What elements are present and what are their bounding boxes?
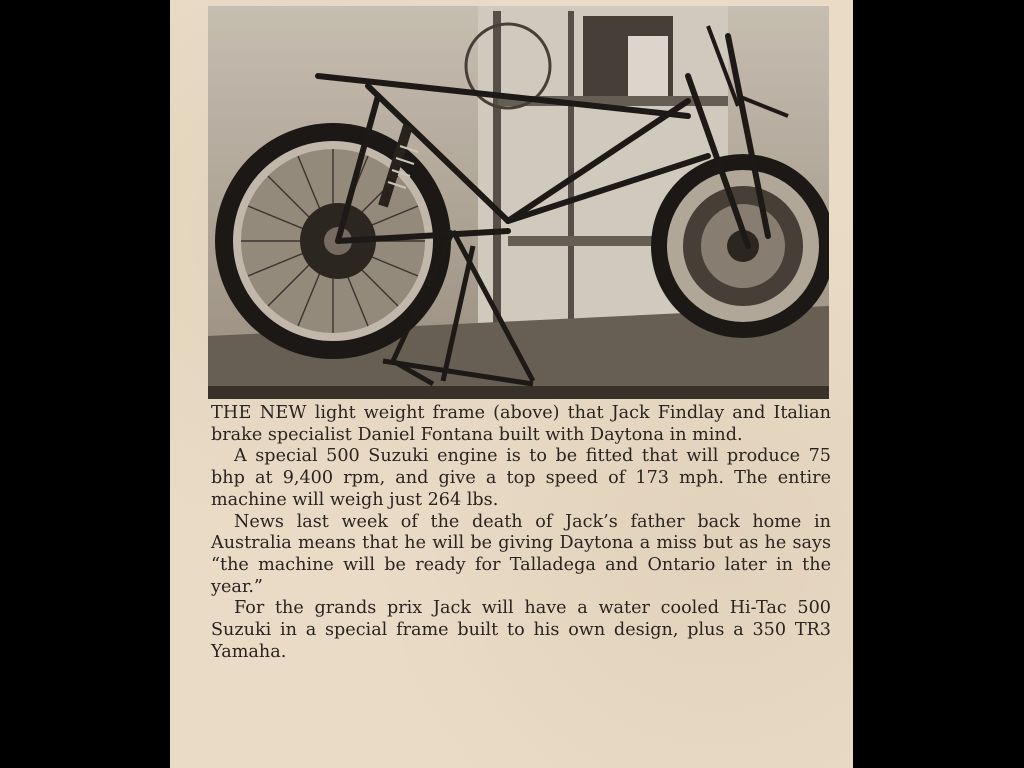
newspaper-clipping [170,0,853,768]
paragraph-engine: A special 500 Suzuki engine is to be fitted that will produce 75 bhp at 9,400 rpm, and give a top speed of 173 mph. The entire machine will weigh just 264 lbs. [211,446,831,510]
caption-paragraph [211,403,831,446]
motorcycle-frame-photo [208,6,829,399]
paragraph-grands-prix: For the grands prix Jack will have a water cooled Hi-Tac 500 Suzuki in a special frame built to his own design, plus a 350 TR3 Yamaha. [211,598,831,662]
article-text [211,403,831,663]
caption-body: light weight frame (above) that Jack Findlay and Italian brake specialist Daniel Fontana built with Daytona in mind. [211,403,831,445]
paragraph-news: News last week of the death of Jack’s father back home in Australia means that he will be giving Daytona a miss but as he says “the machine will be ready for Talladega and Ontario later in the year.” [211,511,831,597]
caption-lead: THE NEW [211,403,307,423]
